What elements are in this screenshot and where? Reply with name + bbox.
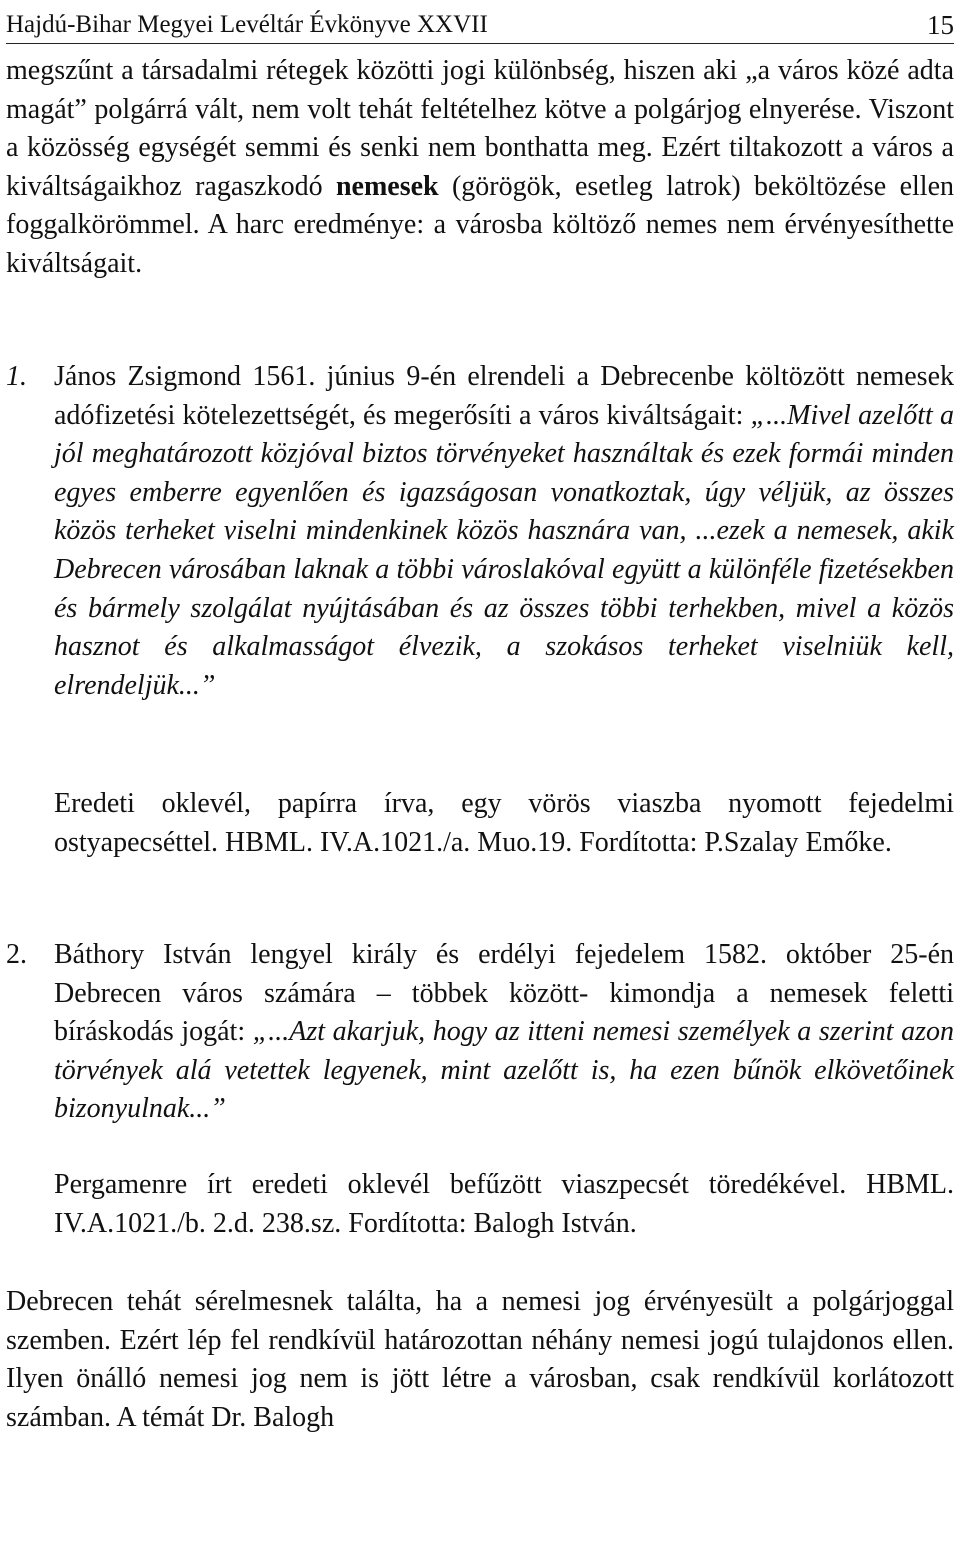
entry-number: 1. [6, 361, 27, 392]
running-header [6, 4, 954, 44]
running-title: Hajdú-Bihar Megyei Levéltár Évkönyve XXVII [6, 11, 488, 38]
intro-text-end: (görögök, esetleg latrok) beköltözése ellen foggalkörömmel. A harc eredménye: a városba költöző nemes nem érvényesíthette kiváltságait. [6, 170, 954, 279]
page-number: 15 [927, 10, 954, 40]
source-note-text: Eredeti oklevél, papírra írva, egy vörös viaszba nyomott fejedelmi ostyapecséttel. HBML. IV.A.1021./a. Muo.19. Fordította: P.Szalay Emőke. [54, 788, 954, 858]
intro-text-start: megszűnt a társadalmi rétegek közötti jogi különbség, hiszen aki „a város közé adta magát” polgárrá vált, nem volt tehát feltételhez kötve a polgárjog elnyerése. Viszont a közösség egységét semmi és senki nem bonthatta meg. Ezért tiltakozott a város a kiváltságaikhoz ragaszkodó [6, 55, 954, 202]
intro-paragraph [6, 52, 954, 284]
entry-summary: Báthory István lengyel király és erdélyi fejedelem 1582. október 25-én Debrecen város számára – többek között- kimondja a nemesek feletti bíráskodás jogát: [54, 939, 954, 1048]
entry-quote: „...Mivel azelőtt a jól meghatározott közjóval biztos törvényeket használtak és ezek formái minden egyes emberre egyenlően és igazságosan vonatkoztak, úgy véljük, az összes közös terheket viselni mindenkinek közös hasznára van, ...ezek a nemesek, akik Debrecen városában laknak a többi városlakóval együtt a különféle fizetésekben és bármely szolgálat nyújtásában és az összes többi terhekben, mivel a közös hasznot és alkalmasságot élvezik, a szokásos terheket viselniük kell, elrendeljük...” [54, 399, 954, 701]
source-note-text: Pergamenre írt eredeti oklevél befűzött viaszpecsét töredékével. HBML. IV.A.1021./b. 2.d. 238.sz. Fordította: Balogh István. [54, 1169, 954, 1239]
document-entry-2 [6, 936, 954, 1129]
document-entry-1 [6, 358, 954, 705]
intro-bold-term: nemesek [335, 170, 439, 202]
entry-number: 2. [6, 939, 27, 970]
final-paragraph-text: Debrecen tehát sérelmesnek találta, ha a nemesi jog érvényesült a polgárjoggal szemben. Ezért lép fel rendkívül határozottan néhány nemesi jogú tulajdonos ellen. Ilyen önálló nemesi jog nem is jött létre a városban, csak rendkívül korlátozott számban. A témát Dr. Balogh [6, 1286, 954, 1433]
document-page [6, 0, 954, 1566]
entry-2-source-note [6, 1166, 954, 1243]
final-paragraph [6, 1283, 954, 1437]
entry-1-source-note [6, 785, 954, 862]
entry-quote: „...Azt akarjuk, hogy az itteni nemesi személyek a szerint azon törvények alá vetettek legyenek, mint azelőtt is, ha ezen bűnök elkövetőinek bizonyulnak...” [54, 1016, 954, 1125]
entry-summary: János Zsigmond 1561. június 9-én elrendeli a Debrecenbe költözött nemesek adófizetési kötelezettségét, és megerősíti a város kiváltságait: [54, 361, 954, 431]
